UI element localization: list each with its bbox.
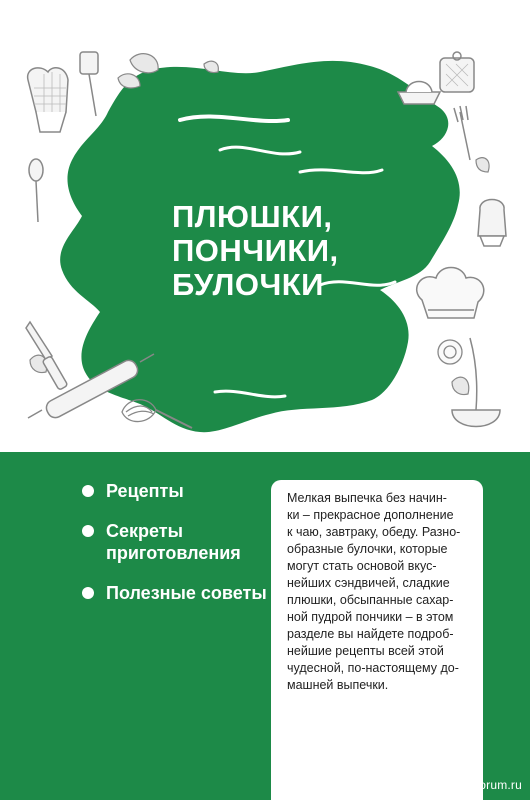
chef-hat-icon xyxy=(417,268,484,319)
feature-item xyxy=(82,582,272,604)
potholder-icon xyxy=(440,52,474,92)
knife-icon xyxy=(26,322,68,390)
description-card xyxy=(271,480,483,800)
title-line-3: БУЛОЧКИ xyxy=(172,267,324,302)
feature-item xyxy=(82,480,272,502)
feature-item xyxy=(82,520,272,564)
feature-list xyxy=(82,480,272,622)
description-text: Мелкая выпечка без начин- ки – прекрасное дополнение к чаю, завтраку, обеду. Разно- образные булочки, которые могут стать основой вкус- нейших сэндвичей, сладкие плюшки, обсыпанные сахар- ной пудрой пончики – в этом разделе вы найдете подроб- нейшие рецепты всей этой чудесной, по-настоящему до- машней выпечки. xyxy=(287,491,461,692)
bullet-dot-icon xyxy=(82,587,94,599)
info-panel xyxy=(0,452,530,800)
bullet-dot-icon xyxy=(82,485,94,497)
fork-icon xyxy=(454,106,470,160)
feature-label: Секреты приготовления xyxy=(106,521,241,563)
oven-mitt-icon xyxy=(28,68,68,132)
spatula-icon xyxy=(80,52,98,116)
watermark: PassionForum.ru xyxy=(427,778,522,792)
feature-label: Полезные советы xyxy=(106,583,267,603)
cover-title xyxy=(172,200,372,302)
spoon-icon xyxy=(29,159,43,222)
title-line-1: ПЛЮШКИ, xyxy=(172,199,333,234)
title-line-2: ПОНЧИКИ, xyxy=(172,233,339,268)
kettle-icon xyxy=(478,200,506,247)
bullet-dot-icon xyxy=(82,525,94,537)
feature-label: Рецепты xyxy=(106,481,184,501)
plate-icon xyxy=(438,340,462,364)
